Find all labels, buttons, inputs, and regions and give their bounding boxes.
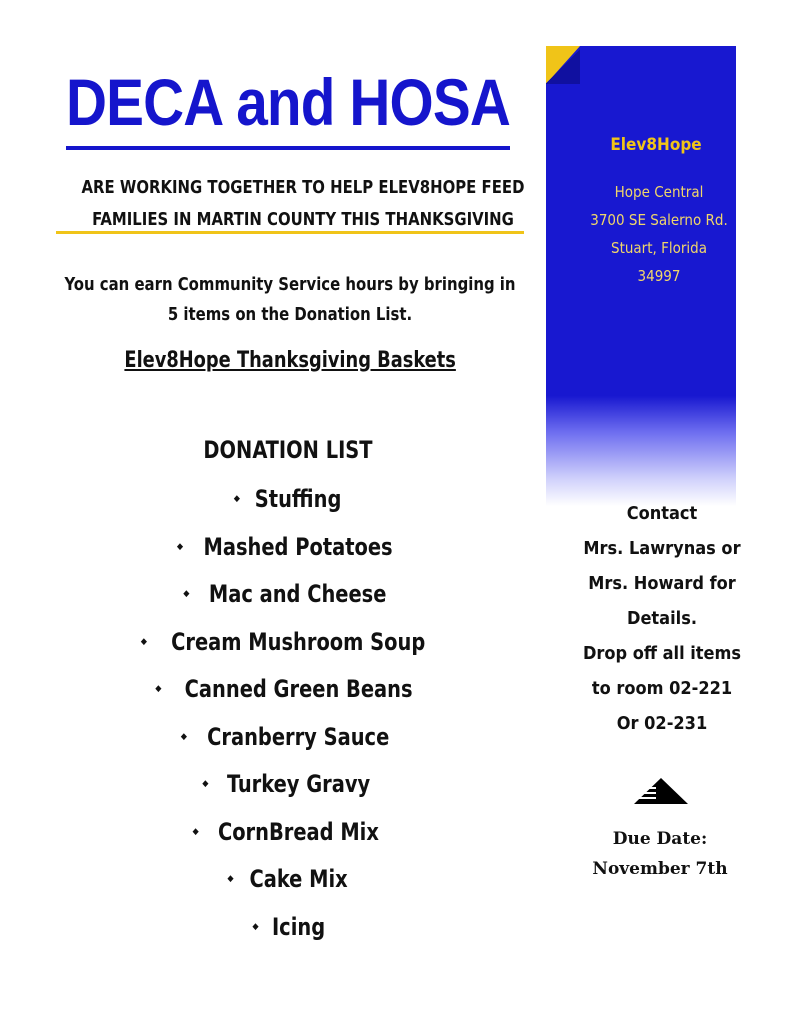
list-item-label: Icing bbox=[271, 912, 325, 941]
address-line: Hope Central bbox=[614, 183, 704, 201]
bullet-icon: ◆ bbox=[227, 874, 234, 885]
list-item bbox=[40, 571, 540, 619]
sidebar-brand: Elev8Hope bbox=[610, 135, 702, 155]
list-item bbox=[40, 714, 540, 762]
donation-list-title bbox=[88, 432, 488, 468]
intro-text bbox=[60, 270, 520, 330]
list-item bbox=[40, 809, 540, 857]
title-underline bbox=[66, 146, 510, 150]
list-item bbox=[40, 761, 540, 809]
list-item-label: Turkey Gravy bbox=[226, 770, 370, 798]
corner-fold-shadow bbox=[546, 46, 580, 84]
list-item bbox=[40, 524, 540, 572]
intro-line: You can earn Community Service hours by bringing in bbox=[64, 274, 516, 295]
donation-list bbox=[40, 476, 540, 951]
list-item-label: Mashed Potatoes bbox=[203, 532, 393, 561]
list-item bbox=[40, 619, 540, 667]
pyramid-logo-icon bbox=[632, 776, 690, 806]
contact-info bbox=[556, 496, 768, 741]
bullet-icon: ◆ bbox=[155, 684, 162, 695]
bullet-icon: ◆ bbox=[183, 589, 190, 600]
subtitle-underline bbox=[56, 231, 524, 234]
list-item-label: Canned Green Beans bbox=[184, 675, 413, 703]
bullet-icon: ◆ bbox=[233, 494, 241, 505]
due-date-label: Due Date: bbox=[612, 829, 708, 849]
subtitle-line: ARE WORKING TOGETHER TO HELP ELEV8HOPE FEED bbox=[81, 177, 525, 198]
list-item-label: Stuffing bbox=[254, 485, 342, 513]
list-item bbox=[40, 856, 540, 904]
intro-line: 5 items on the Donation List. bbox=[167, 304, 413, 325]
contact-line: Or 02-231 bbox=[616, 713, 708, 734]
list-item-label: Mac and Cheese bbox=[209, 580, 387, 608]
bullet-icon: ◆ bbox=[176, 541, 184, 552]
list-item bbox=[40, 904, 540, 952]
donation-list-title-text: DONATION LIST bbox=[203, 436, 373, 464]
subtitle bbox=[78, 172, 529, 236]
bullet-icon: ◆ bbox=[180, 731, 187, 742]
contact-line: Mrs. Lawrynas or bbox=[583, 538, 741, 559]
subtitle-line: FAMILIES IN MARTIN COUNTY THIS THANKSGIVING bbox=[92, 209, 514, 230]
page-title: DECA and HOSA bbox=[66, 65, 510, 139]
baskets-heading bbox=[60, 344, 520, 378]
list-item-label: Cream Mushroom Soup bbox=[171, 627, 426, 656]
list-item bbox=[40, 666, 540, 714]
list-item-label: Cake Mix bbox=[249, 865, 348, 893]
list-item-label: CornBread Mix bbox=[217, 817, 379, 846]
bullet-icon: ◆ bbox=[252, 921, 259, 932]
list-item-label: Cranberry Sauce bbox=[207, 722, 390, 751]
address-line: Stuart, Florida bbox=[611, 239, 707, 257]
bullet-icon: ◆ bbox=[192, 826, 199, 837]
contact-line: Drop off all items bbox=[582, 643, 742, 664]
baskets-heading-text: Elev8Hope Thanksgiving Baskets bbox=[124, 348, 456, 373]
due-date-value: November 7th bbox=[592, 859, 728, 879]
contact-line: to room 02-221 bbox=[591, 678, 733, 699]
sidebar-address bbox=[546, 178, 772, 290]
contact-line: Contact bbox=[626, 503, 698, 524]
address-line: 3700 SE Salerno Rd. bbox=[590, 211, 728, 229]
contact-line: Mrs. Howard for bbox=[588, 573, 736, 594]
due-date-block bbox=[560, 824, 760, 884]
contact-line: Details. bbox=[627, 608, 697, 629]
address-line: 34997 bbox=[637, 267, 681, 285]
bullet-icon: ◆ bbox=[140, 636, 147, 647]
bullet-icon: ◆ bbox=[202, 779, 209, 790]
list-item bbox=[40, 476, 540, 524]
